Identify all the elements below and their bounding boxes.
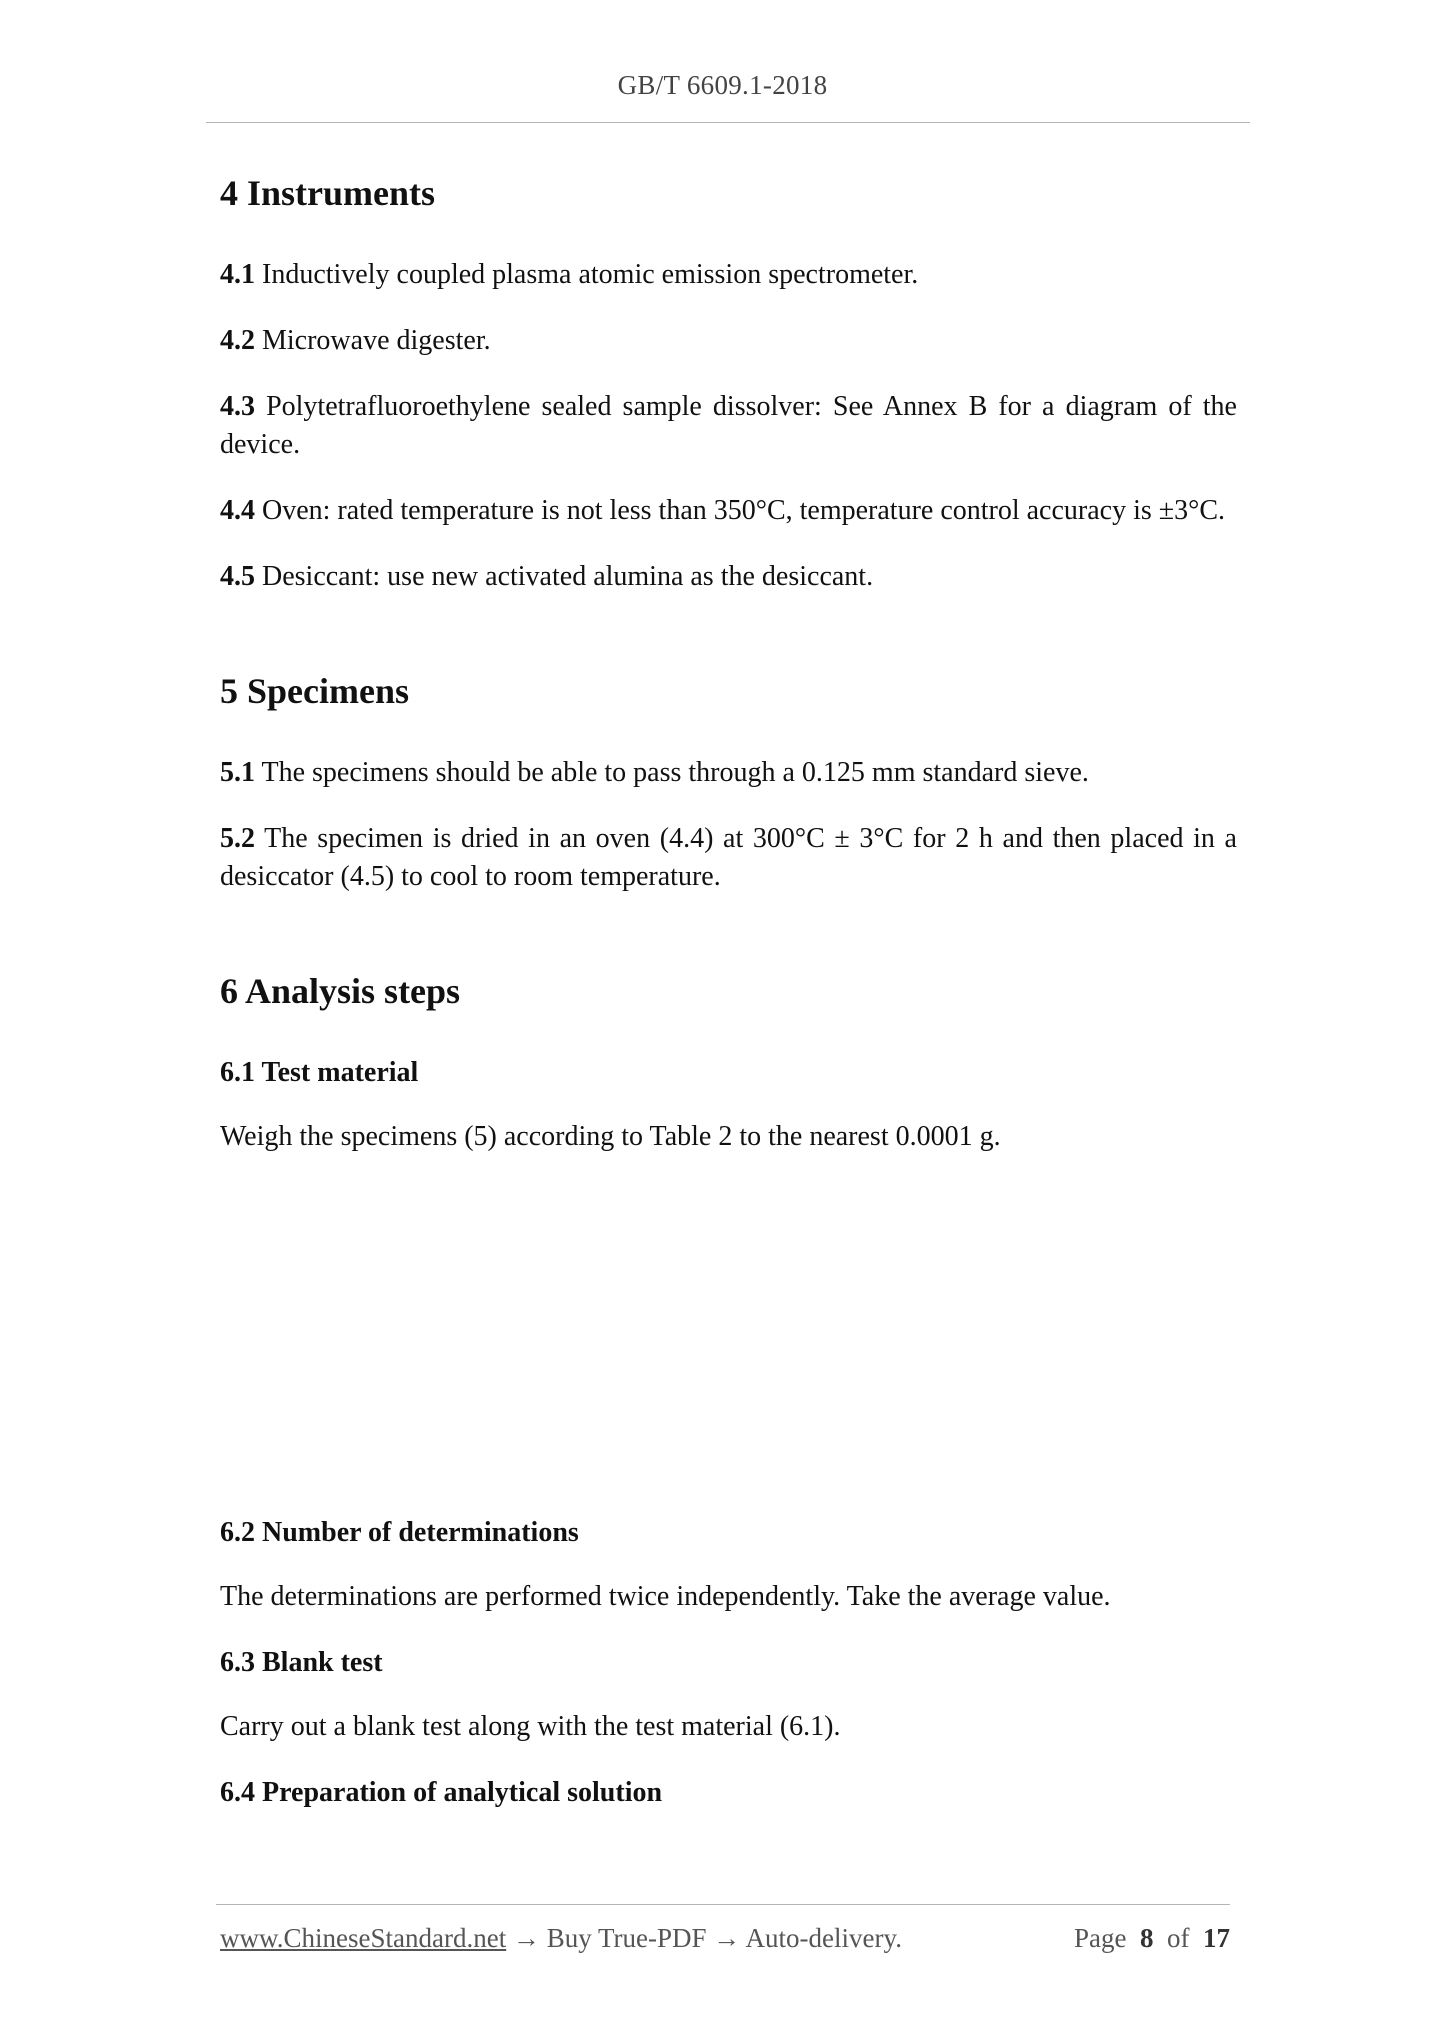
section-spacer	[220, 924, 1237, 968]
section-5-title: 5 Specimens	[220, 671, 409, 711]
clause-5-2	[220, 820, 1237, 896]
section-6-title: 6 Analysis steps	[220, 971, 461, 1011]
delivery-text: Auto-delivery.	[745, 1923, 902, 1953]
clause-text: Polytetrafluoroethylene sealed sample dissolver: See Annex B for a diagram of the device.	[220, 391, 1237, 460]
clause-number: 4.2	[220, 325, 255, 356]
subsection-6-4-title: 6.4 Preparation of analytical solution	[220, 1777, 663, 1808]
clause-text: Desiccant: use new activated alumina as the desiccant.	[255, 561, 874, 592]
subsection-6-2-text: The determinations are performed twice independently. Take the average value.	[220, 1581, 1111, 1612]
arrow-icon: →	[706, 1923, 746, 1953]
subsection-6-3-text: Carry out a blank test along with the test material (6.1).	[220, 1711, 841, 1742]
footer-promo	[220, 1923, 902, 1954]
document-standard-number: GB/T 6609.1-2018	[617, 70, 828, 100]
arrow-icon: →	[506, 1923, 547, 1953]
subsection-6-1-title: 6.1 Test material	[220, 1057, 419, 1088]
clause-number: 5.2	[220, 823, 255, 854]
subsection-6-2-title: 6.2 Number of determinations	[220, 1517, 579, 1548]
section-spacer	[220, 624, 1237, 668]
clause-4-1	[220, 256, 1237, 294]
footer-divider	[216, 1904, 1230, 1905]
clause-text: The specimens should be able to pass through a 0.125 mm standard sieve.	[255, 757, 1089, 788]
clause-4-4	[220, 492, 1237, 530]
site-link[interactable]: www.ChineseStandard.net	[220, 1923, 507, 1953]
subsection-6-1-text: Weigh the specimens (5) according to Table 2 to the nearest 0.0001 g.	[220, 1121, 1001, 1152]
clause-text: The specimen is dried in an oven (4.4) at 300°C ± 3°C for 2 h and then placed in a desiccator (4.5) to cool to room temperature.	[220, 823, 1237, 892]
clause-number: 4.5	[220, 561, 255, 592]
clause-number: 4.1	[220, 259, 255, 290]
clause-4-2	[220, 322, 1237, 360]
page-number	[1074, 1923, 1230, 1954]
clause-text: Oven: rated temperature is not less than 350°C, temperature control accuracy is ±3°C.	[255, 495, 1226, 526]
clause-number: 4.3	[220, 391, 255, 422]
clause-4-3	[220, 388, 1237, 464]
page-total: 17	[1203, 1923, 1230, 1953]
table-placeholder-area	[220, 1184, 1237, 1514]
clause-5-1	[220, 754, 1237, 792]
clause-text: Inductively coupled plasma atomic emission spectrometer.	[255, 259, 919, 290]
page-current: 8	[1140, 1923, 1154, 1953]
header-divider	[206, 122, 1250, 123]
buy-text: Buy True-PDF	[546, 1923, 707, 1953]
subsection-6-3-title: 6.3 Blank test	[220, 1647, 383, 1678]
clause-number: 4.4	[220, 495, 255, 526]
page-label: Page	[1074, 1923, 1127, 1953]
clause-number: 5.1	[220, 757, 255, 788]
section-4-title: 4 Instruments	[220, 173, 436, 213]
of-label: of	[1167, 1923, 1190, 1953]
page-content	[220, 170, 1237, 1838]
clause-text: Microwave digester.	[255, 325, 491, 356]
clause-4-5	[220, 558, 1237, 596]
